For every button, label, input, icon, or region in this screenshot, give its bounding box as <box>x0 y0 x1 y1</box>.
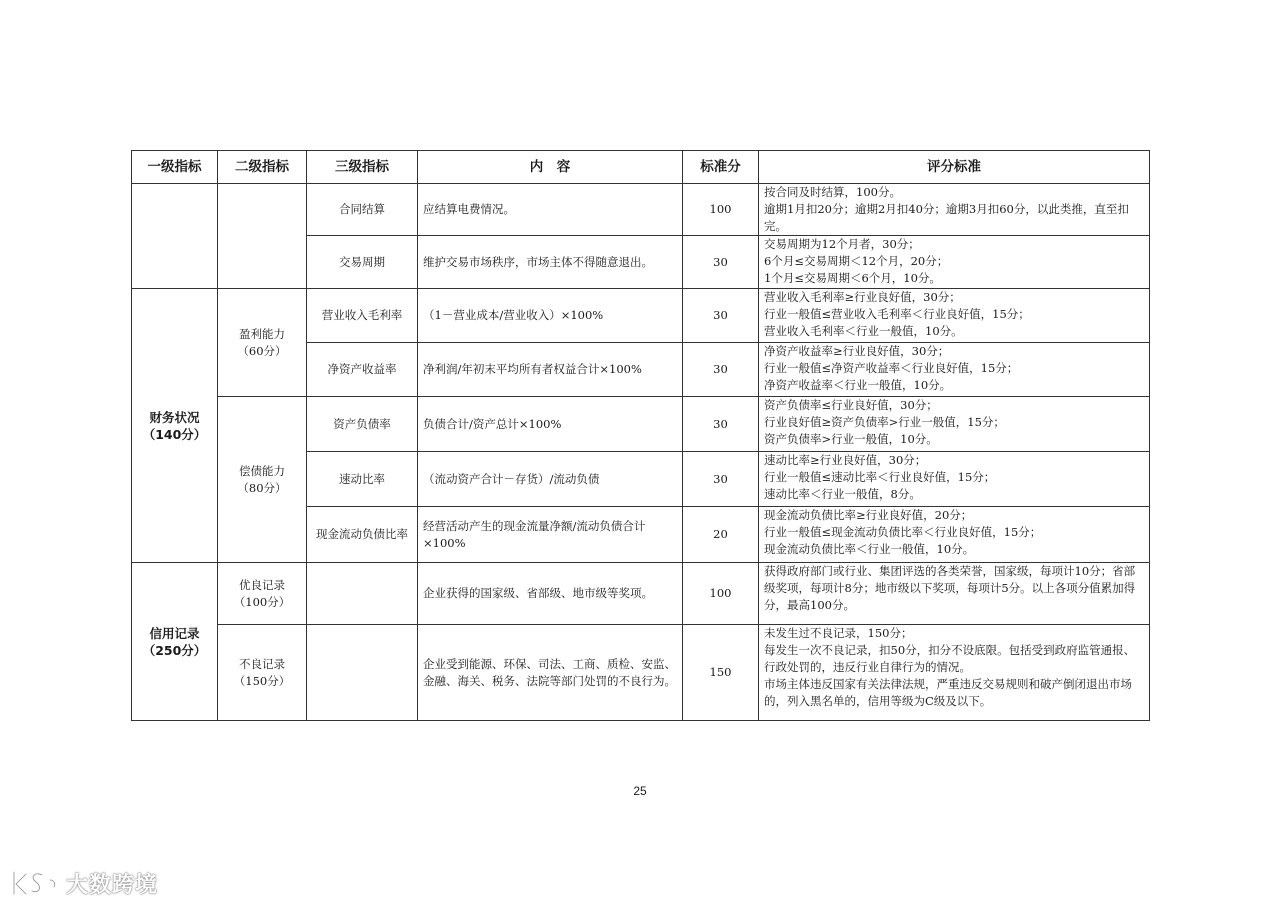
level3-cell: 交易周期 <box>307 236 418 289</box>
criteria-line: 现金流动负债比率≥行业良好值，20分； <box>764 508 973 522</box>
level3-cell-empty <box>307 563 418 625</box>
criteria-line: 行业良好值≥资产负债率>行业一般值，15分； <box>764 415 1005 429</box>
content-cell: 维护交易市场秩序，市场主体不得随意退出。 <box>418 236 683 289</box>
header-content: 内 容 <box>418 151 683 184</box>
table-row <box>132 563 1150 625</box>
criteria-line: 行业一般值≤现金流动负债比率＜行业良好值，15分； <box>764 525 1042 539</box>
table-header-row <box>132 151 1150 184</box>
criteria-line: 行业一般值≤营业收入毛利率＜行业良好值，15分； <box>764 307 1030 321</box>
criteria-cell <box>759 397 1150 452</box>
criteria-line: 营业收入毛利率≥行业良好值，30分； <box>764 290 961 304</box>
content-cell: 企业获得的国家级、省部级、地市级等奖项。 <box>418 563 683 625</box>
level2-cell-empty <box>218 184 307 289</box>
criteria-line: 资产负债率≤行业良好值，30分； <box>764 398 938 412</box>
level3-cell: 营业收入毛利率 <box>307 289 418 343</box>
page-number: 25 <box>633 784 647 798</box>
watermark-text: 大数跨境 <box>66 872 159 898</box>
header-level2: 二级指标 <box>218 151 307 184</box>
header-scoring-criteria: 评分标准 <box>759 151 1150 184</box>
table-row <box>132 289 1150 343</box>
criteria-line: 每发生一次不良记录，扣50分，扣分不设底限。包括受到政府监管通报、行政处罚的，违反行业自律行为的情况。 <box>764 643 1136 674</box>
criteria-line: 现金流动负债比率＜行业一般值，10分。 <box>764 542 975 556</box>
level3-cell: 合同结算 <box>307 184 418 236</box>
criteria-line: 净资产收益率≥行业良好值，30分； <box>764 344 950 358</box>
score-cell: 30 <box>683 289 759 343</box>
level1-financial-status: 财务状况 （140分） <box>132 289 218 563</box>
level1-cell-empty <box>132 184 218 289</box>
criteria-line: 资产负债率>行业一般值，10分。 <box>764 432 938 446</box>
criteria-line: 速动比率≥行业良好值，30分； <box>764 453 927 467</box>
table-row <box>132 625 1150 721</box>
table-row <box>132 397 1150 452</box>
level2-good-record: 优良记录 （100分） <box>218 563 307 625</box>
header-standard-score: 标准分 <box>683 151 759 184</box>
level1-credit-record: 信用记录 （250分） <box>132 563 218 721</box>
criteria-cell <box>759 563 1150 625</box>
criteria-line: 未发生过不良记录，150分； <box>764 626 913 640</box>
criteria-line: 1个月≤交易周期＜6个月，10分。 <box>764 271 941 285</box>
level2-profitability: 盈利能力 （60分） <box>218 289 307 397</box>
criteria-line: 逾期1月扣20分；逾期2月扣40分；逾期3月扣60分，以此类推，直至扣完。 <box>764 202 1129 233</box>
criteria-cell <box>759 184 1150 236</box>
header-level1: 一级指标 <box>132 151 218 184</box>
content-cell: （1－营业成本/营业收入）×100% <box>418 289 683 343</box>
level2-solvency: 偿债能力 （80分） <box>218 397 307 563</box>
score-cell: 100 <box>683 184 759 236</box>
score-cell: 30 <box>683 452 759 507</box>
score-cell: 30 <box>683 343 759 397</box>
score-cell: 100 <box>683 563 759 625</box>
criteria-line: 营业收入毛利率＜行业一般值，10分。 <box>764 324 963 338</box>
criteria-line: 净资产收益率＜行业一般值，10分。 <box>764 378 952 392</box>
header-level3: 三级指标 <box>307 151 418 184</box>
indicator-table <box>131 150 1150 721</box>
level3-cell: 速动比率 <box>307 452 418 507</box>
criteria-line: 行业一般值≤速动比率＜行业良好值，15分； <box>764 470 996 484</box>
content-cell: 净利润/年初末平均所有者权益合计×100% <box>418 343 683 397</box>
level3-cell: 资产负债率 <box>307 397 418 452</box>
score-cell: 30 <box>683 236 759 289</box>
watermark <box>10 866 158 900</box>
criteria-line: 获得政府部门或行业、集团评选的各类荣誉，国家级，每项计10分；省部级奖项，每项计8分；地市级以下奖项，每项计5分。以上各项分值累加得分，最高100分。 <box>764 564 1136 612</box>
criteria-cell <box>759 289 1150 343</box>
level3-cell-empty <box>307 625 418 721</box>
level2-bad-record: 不良记录 （150分） <box>218 625 307 721</box>
criteria-cell <box>759 236 1150 289</box>
ks-logo-icon <box>10 868 58 898</box>
score-cell: 150 <box>683 625 759 721</box>
criteria-line: 交易周期为12个月者，30分； <box>764 237 920 251</box>
criteria-cell <box>759 452 1150 507</box>
level3-cell: 净资产收益率 <box>307 343 418 397</box>
criteria-line: 速动比率＜行业一般值，8分。 <box>764 487 921 501</box>
criteria-line: 行业一般值≤净资产收益率＜行业良好值，15分； <box>764 361 1019 375</box>
content-cell: （流动资产合计－存货）/流动负债 <box>418 452 683 507</box>
criteria-line: 市场主体违反国家有关法律法规，严重违反交易规则和破产倒闭退出市场的，列入黑名单的，信用等级为C级及以下。 <box>764 677 1132 708</box>
content-cell: 负债合计/资产总计×100% <box>418 397 683 452</box>
level3-cell: 现金流动负债比率 <box>307 507 418 563</box>
criteria-cell <box>759 625 1150 721</box>
content-cell: 经营活动产生的现金流量净额/流动负债合计×100% <box>418 507 683 563</box>
content-cell: 应结算电费情况。 <box>418 184 683 236</box>
criteria-cell <box>759 343 1150 397</box>
score-cell: 30 <box>683 397 759 452</box>
score-cell: 20 <box>683 507 759 563</box>
criteria-line: 按合同及时结算，100分。 <box>764 185 901 199</box>
criteria-cell <box>759 507 1150 563</box>
table-row <box>132 184 1150 236</box>
criteria-line: 6个月≤交易周期＜12个月，20分； <box>764 254 949 268</box>
content-cell: 企业受到能源、环保、司法、工商、质检、安监、金融、海关、税务、法院等部门处罚的不良行为。 <box>418 625 683 721</box>
